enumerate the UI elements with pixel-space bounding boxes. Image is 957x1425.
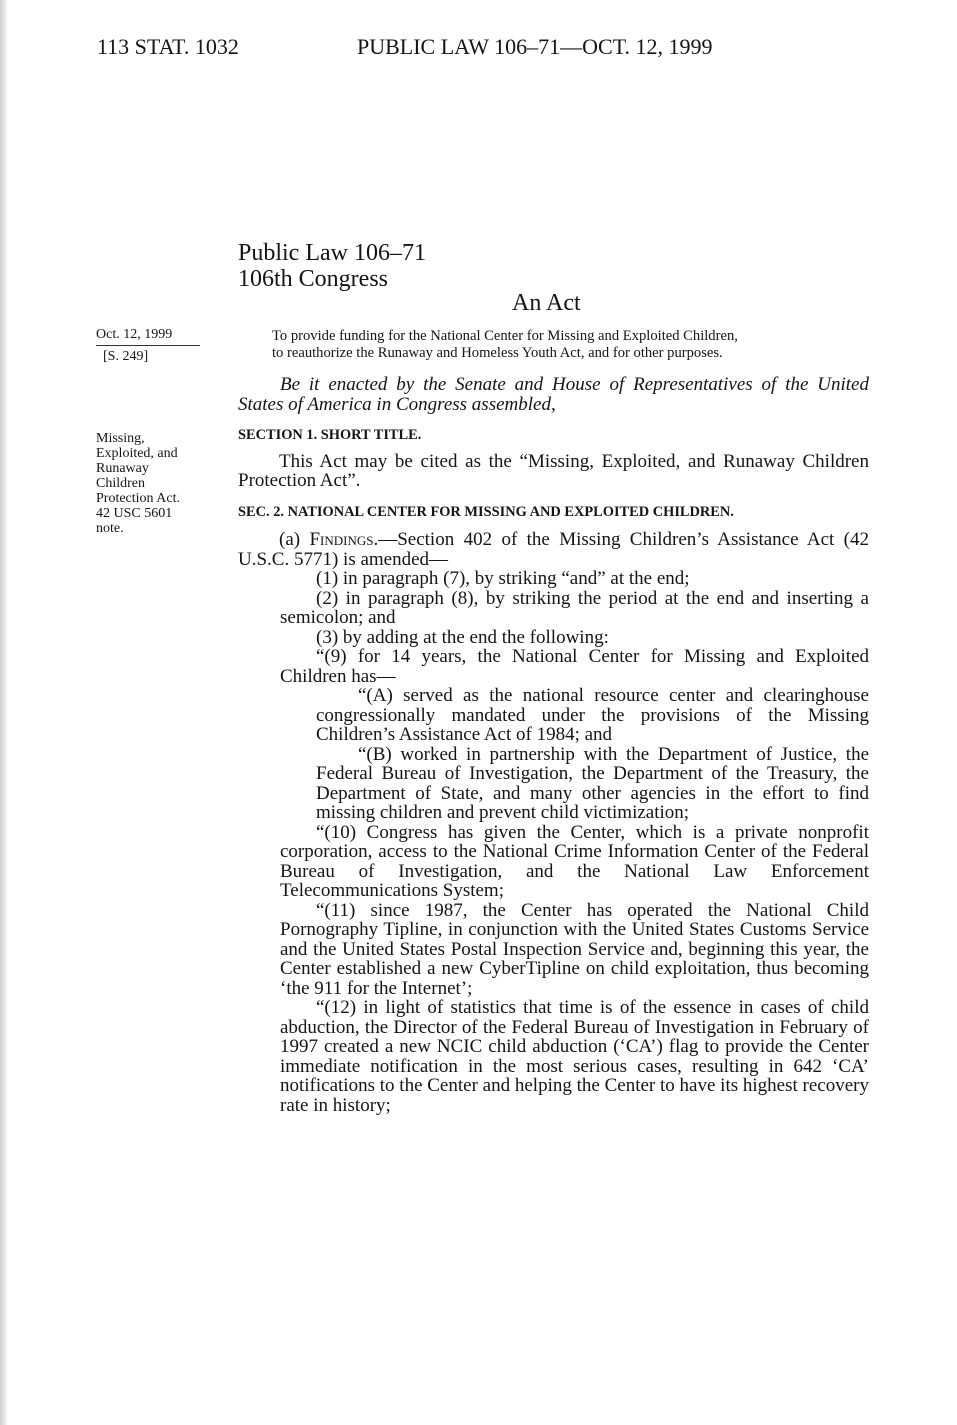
purpose-clause bbox=[272, 328, 870, 362]
purpose-line: to reauthorize the Runaway and Homeless Youth Act, and for other purposes. bbox=[272, 345, 723, 361]
finding-9-b: “(B) worked in partnership with the Department of Justice, the Federal Bureau of Investigation, the Department of the Treasury, the Department of State, and many other agencies in the effort to find missing children and prevent child victimization; bbox=[316, 743, 869, 823]
subsection-a-label: (a) bbox=[279, 529, 310, 550]
running-header: PUBLIC LAW 106–71—OCT. 12, 1999 bbox=[357, 34, 713, 59]
amendment-3: (3) by adding at the end the following: bbox=[316, 626, 609, 648]
margin-note-line: note. bbox=[96, 521, 124, 536]
finding-9-a: “(A) served as the national resource center and clearinghouse congressionally mandated under the provisions of the Missing Children’s Assistance Act of 1984; and bbox=[316, 685, 869, 745]
margin-note-line: 42 USC 5601 bbox=[96, 506, 173, 521]
stat-citation: 113 STAT. 1032 bbox=[97, 34, 239, 59]
margin-note-line: Exploited, and bbox=[96, 446, 178, 461]
margin-note-line: Children bbox=[96, 476, 145, 491]
finding-11: “(11) since 1987, the Center has operated the National Child Pornography Tipline, in conjunction with the United States Customs Service and the United States Postal Inspection Service and, beginning this year, the Center established a new CyberTipline on child exploitation, thus becoming ‘the 911 for the Internet’; bbox=[280, 899, 869, 999]
amendment-1: (1) in paragraph (7), by striking “and” at the end; bbox=[316, 568, 690, 589]
subsection-a bbox=[238, 530, 869, 569]
finding-10: “(10) Congress has given the Center, which is a private nonprofit corporation, access to the National Crime Information Center of the Federal Bureau of Investigation, and the National Law Enforcement Telecommunications System; bbox=[280, 821, 869, 901]
finding-12: “(12) in light of statistics that time is of the essence in cases of child abduction, the Director of the Federal Bureau of Investigation in February of 1997 created a new NCIC child abduction (‘CA’) flag to provide the Center immediate notification in the most serious cases, resulting in 642 ‘CA’ notifications to the Center and helping the Center to have its highest recovery rate in history; bbox=[280, 997, 869, 1116]
margin-note-line: Protection Act. bbox=[96, 491, 180, 506]
section-2-heading: SEC. 2. NATIONAL CENTER FOR MISSING AND EXPLOITED CHILDREN. bbox=[238, 503, 734, 520]
purpose-line: To provide funding for the National Center for Missing and Exploited Children, bbox=[272, 328, 738, 344]
margin-note-line: Missing, bbox=[96, 431, 145, 446]
act-body bbox=[238, 375, 869, 1115]
margin-rule bbox=[96, 345, 200, 346]
an-act-heading: An Act bbox=[512, 290, 581, 316]
margin-note bbox=[96, 431, 180, 536]
section-1-heading: SECTION 1. SHORT TITLE. bbox=[238, 427, 422, 443]
enacting-clause: Be it enacted by the Senate and House of Representatives of the United States of America in Congress assembled, bbox=[238, 374, 869, 415]
subsection-a-heading: Findings bbox=[309, 529, 374, 550]
finding-9: “(9) for 14 years, the National Center for Missing and Exploited Children has— bbox=[280, 646, 869, 687]
page-edge bbox=[0, 0, 7, 1425]
margin-date: Oct. 12, 1999 bbox=[96, 327, 173, 342]
margin-bill-number: [S. 249] bbox=[103, 349, 149, 364]
margin-note-line: Runaway bbox=[96, 461, 149, 476]
subsection-a-text: .—Section 402 of the Missing Children’s Assistance Act (42 U.S.C. 5771) is amended— bbox=[238, 529, 869, 570]
law-title-block bbox=[238, 240, 426, 292]
congress-number: 106th Congress bbox=[238, 266, 388, 292]
public-law-number: Public Law 106–71 bbox=[238, 240, 426, 266]
amendment-2: (2) in paragraph (8), by striking the period at the end and inserting a semicolon; and bbox=[280, 587, 869, 628]
section-1-text: This Act may be cited as the “Missing, Exploited, and Runaway Children Protection Act”. bbox=[238, 450, 869, 491]
